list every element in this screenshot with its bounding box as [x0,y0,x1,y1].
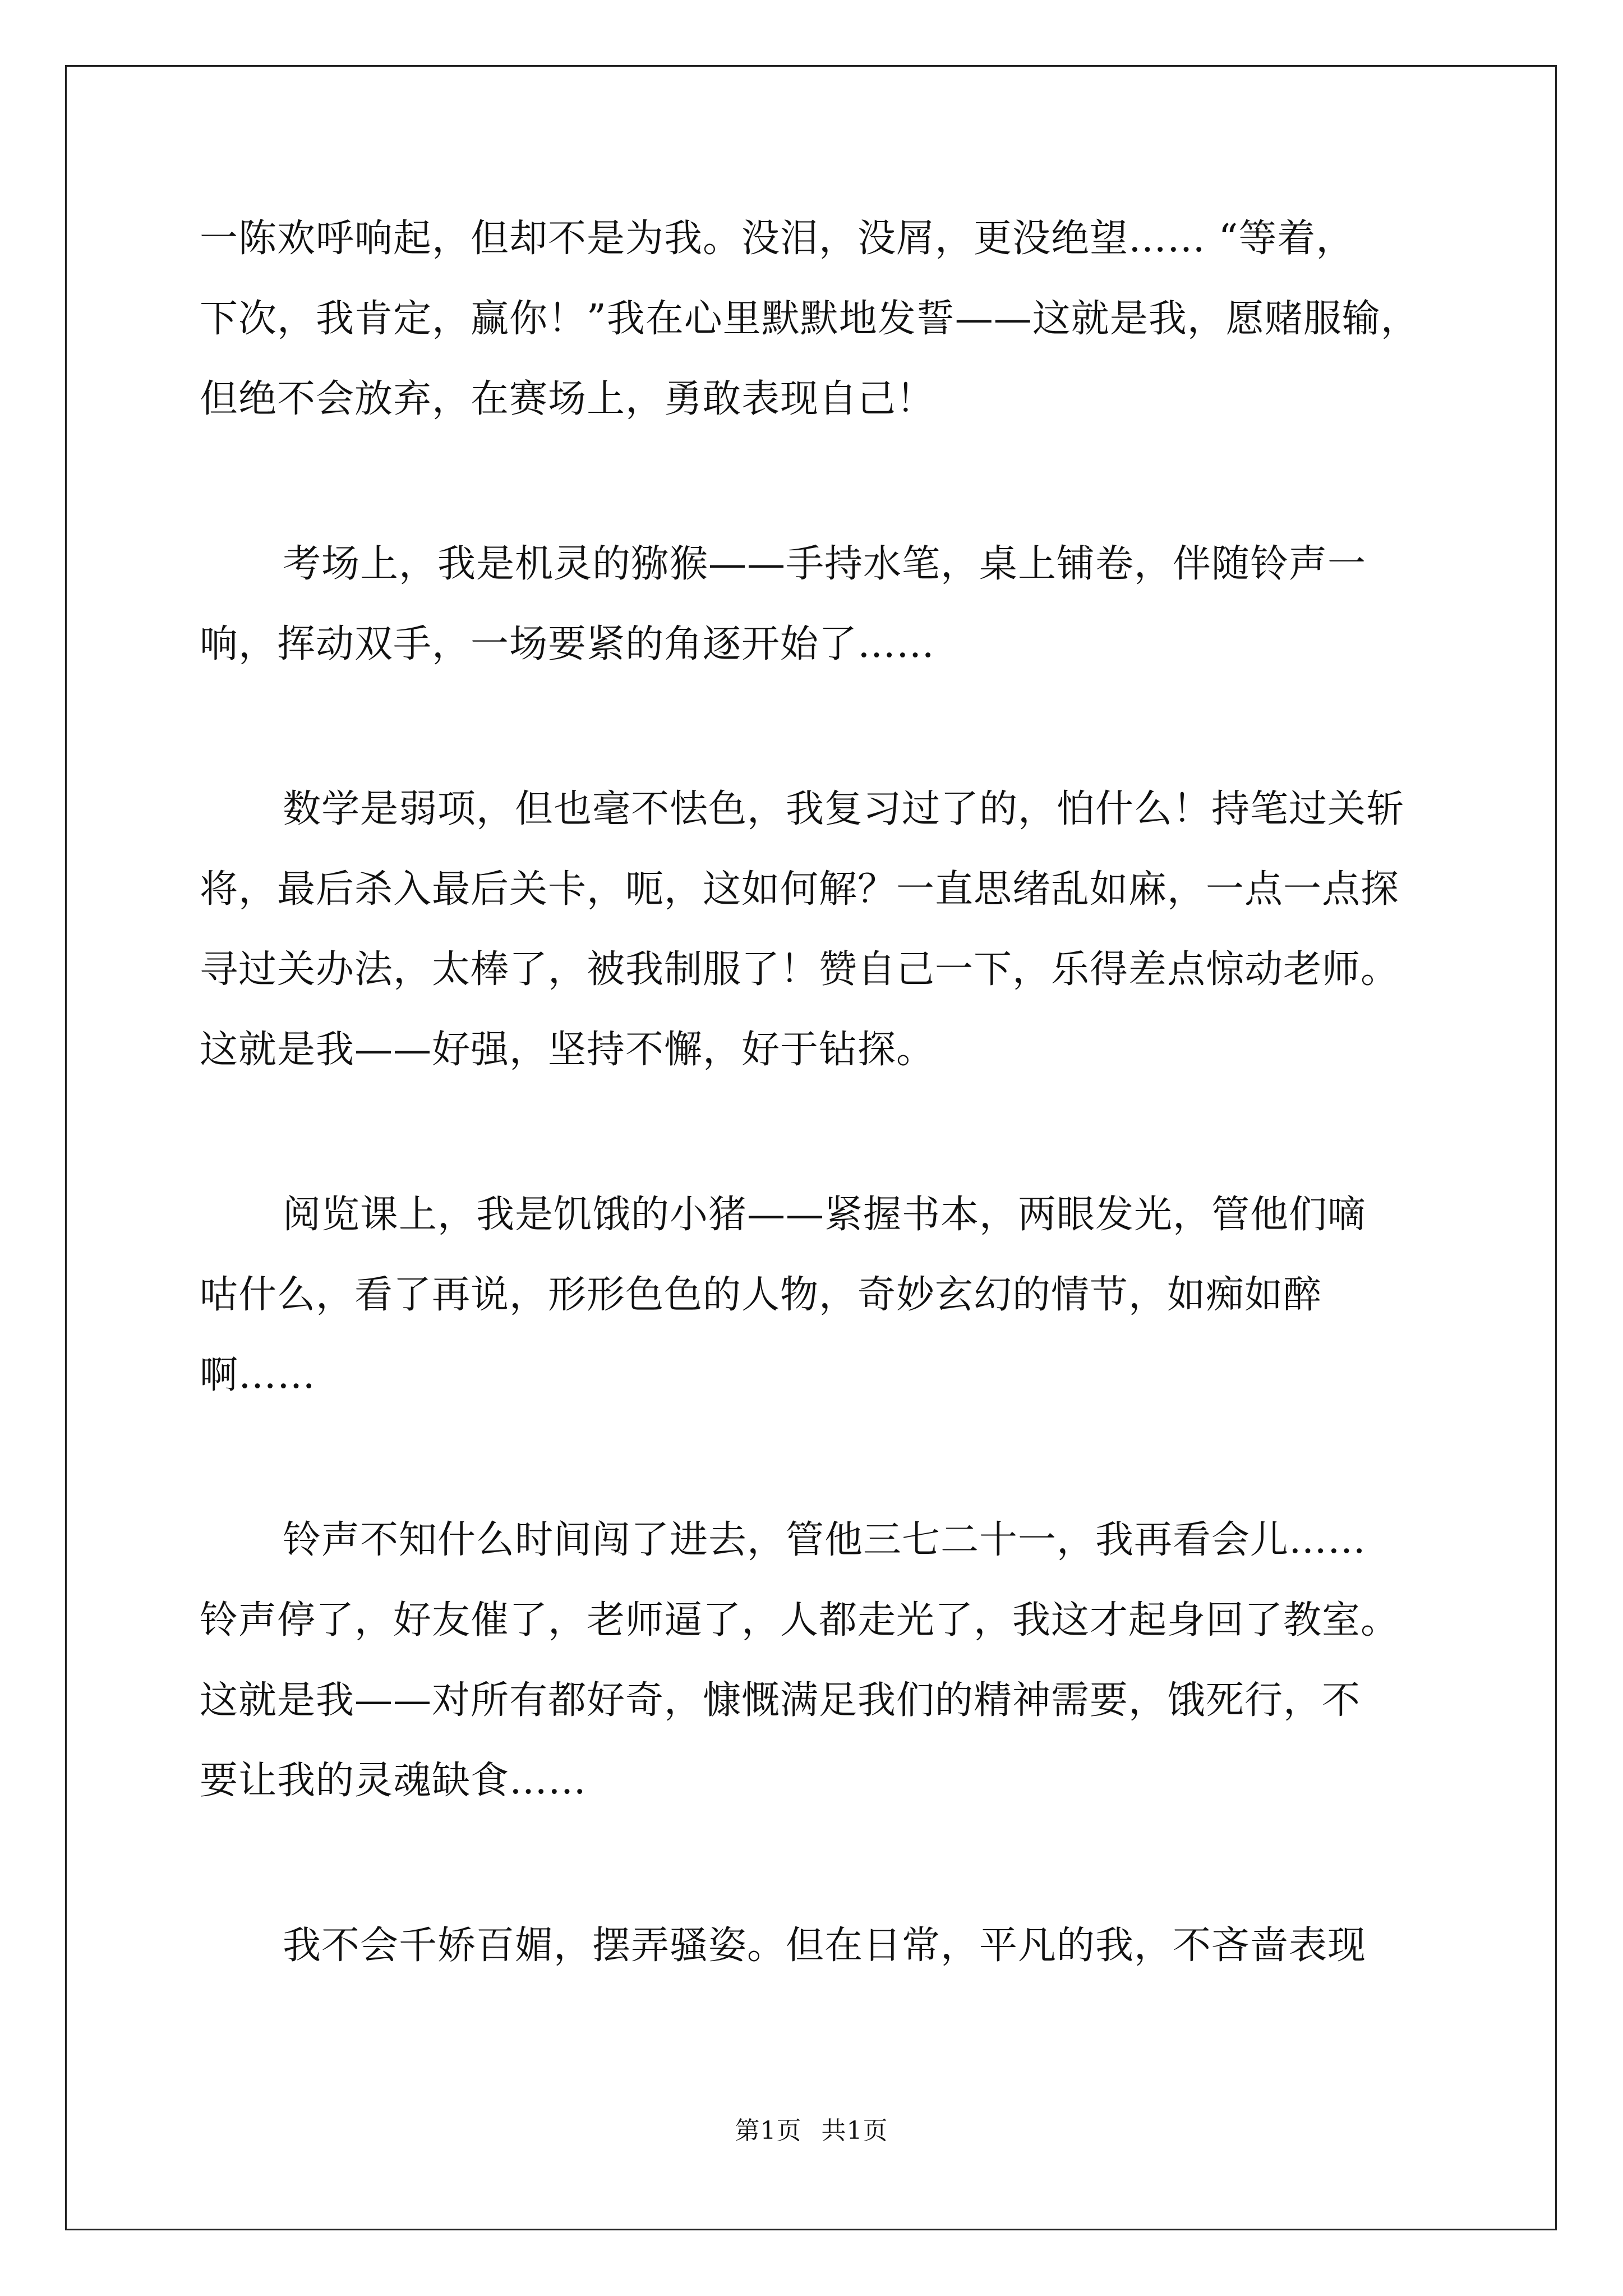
paragraph-gap [200,1415,1439,1500]
page-total: 共1页 [821,2116,888,2145]
page-number: 第1页 [735,2116,802,2145]
paragraph-gap [200,684,1439,769]
text-line: 铃声停了，好友催了，老师逼了，人都走光了，我这才起身回了教室。 [200,1598,1400,1642]
text-line: 阅览课上，我是饥饿的小猪——紧握书本，两眼发光，管他们嘀 [283,1193,1367,1237]
text-line: 这就是我——对所有都好奇，慷慨满足我们的精神需要，饿死行，不 [200,1678,1361,1723]
text-line: 但绝不会放弃，在赛场上，勇敢表现自己！ [200,377,935,421]
paragraph-gap [200,1090,1439,1175]
text-line: 一陈欢呼响起，但却不是为我。没泪，没屑，更没绝望…… “等着， [200,217,1355,261]
text-line: 铃声不知什么时间闯了进去，管他三七二十一，我再看会儿…… [283,1518,1367,1562]
text-line: 数学是弱项，但也毫不怯色，我复习过了的，怕什么！持笔过关斩 [283,787,1405,831]
text-line: 要让我的灵魂缺食…… [200,1759,587,1803]
page-footer [0,2110,1623,2146]
text-line: 考场上，我是机灵的猕猴——手持水笔，桌上铺卷，伴随铃声一 [283,542,1367,586]
text-line: 这就是我——好强，坚持不懈，好于钻探。 [200,1028,935,1072]
text-line: 我不会千娇百媚，摆弄骚姿。但在日常，平凡的我，不吝啬表现 [283,1924,1367,1968]
text-line: 下次，我肯定，赢你！”我在心里默默地发誓——这就是我，愿赌服输， [200,297,1419,341]
text-line: 啊…… [200,1353,316,1397]
document-body [200,199,1439,1986]
text-line: 响，挥动双手，一场要紧的角逐开始了…… [200,622,935,666]
text-line: 将，最后杀入最后关卡，呃，这如何解？一直思绪乱如麻，一点一点探 [200,867,1400,912]
paragraph-gap [200,1821,1439,1906]
paragraph-gap [200,439,1439,524]
text-line: 寻过关办法，太棒了，被我制服了！赞自己一下，乐得差点惊动老师。 [200,947,1400,992]
text-line: 咕什么，看了再说，形形色色的人物，奇妙玄幻的情节，如痴如醉 [200,1273,1322,1317]
